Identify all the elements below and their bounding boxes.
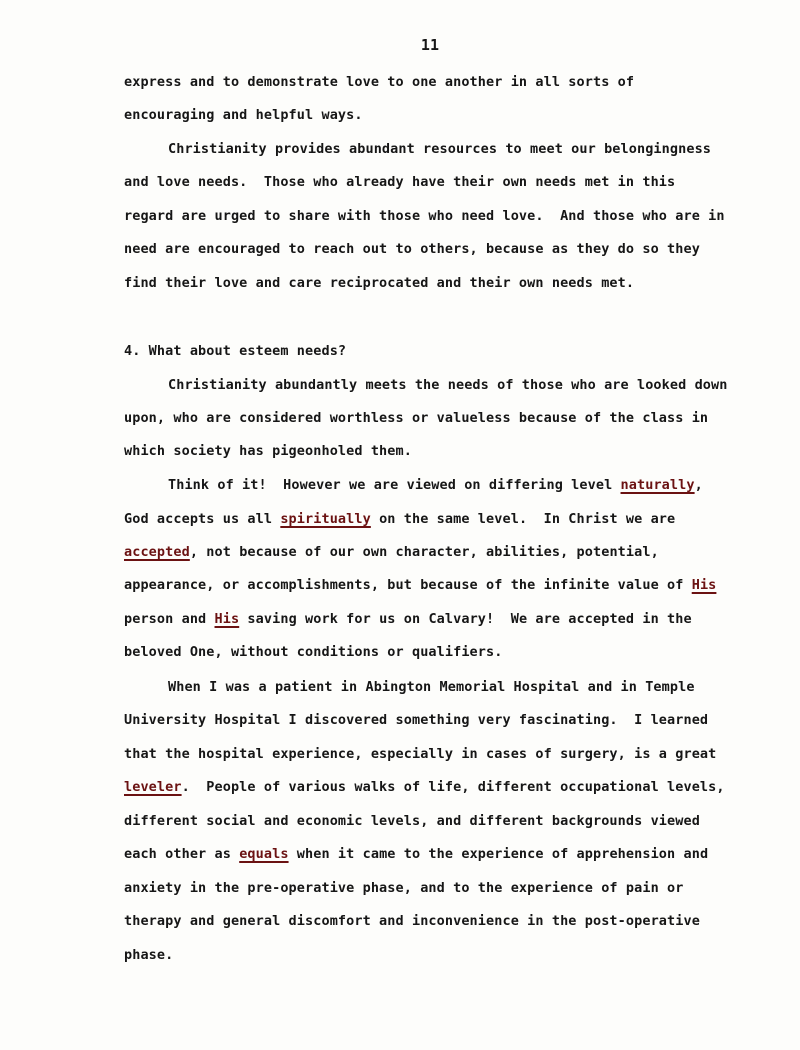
text-segment: phase.	[124, 947, 174, 963]
underlined-word: naturally	[620, 477, 695, 493]
text-line	[124, 575, 716, 595]
text-segment: anxiety in the pre-operative phase, and to the experience of pain or	[124, 880, 684, 896]
text-segment: University Hospital I discovered something very fascinating. I learned	[124, 712, 709, 728]
text-segment: different social and economic levels, and different backgrounds viewed	[124, 813, 700, 829]
text-line	[124, 911, 700, 931]
text-segment: Christianity abundantly meets the needs of those who are looked down	[168, 377, 728, 393]
text-segment: express and to demonstrate love to one another in all sorts of	[124, 74, 635, 90]
text-line	[124, 642, 502, 662]
text-line	[124, 441, 412, 461]
text-line	[124, 408, 708, 428]
text-line	[124, 609, 692, 629]
text-segment: Christianity provides abundant resources to meet our belongingness	[168, 141, 712, 157]
text-segment: encouraging and helpful ways.	[124, 107, 363, 123]
underlined-word: His	[691, 577, 717, 593]
text-segment: regard are urged to share with those who need love. And those who are in	[124, 208, 725, 224]
text-segment: find their love and care reciprocated and their own needs met.	[124, 275, 635, 291]
text-line	[124, 777, 725, 797]
text-line	[124, 811, 700, 831]
text-segment: need are encouraged to reach out to others, because as they do so they	[124, 241, 700, 257]
text-line	[168, 475, 703, 495]
text-line	[124, 105, 363, 125]
text-segment: person and	[124, 611, 215, 627]
page-number: 11	[420, 36, 440, 54]
text-segment: which society has pigeonholed them.	[124, 443, 412, 459]
text-segment: beloved One, without conditions or qualifiers.	[124, 644, 503, 660]
text-line	[168, 375, 727, 395]
text-segment: and love needs. Those who already have their own needs met in this	[124, 174, 676, 190]
text-line	[124, 72, 634, 92]
text-segment: . People of various walks of life, different occupational levels,	[181, 779, 725, 795]
text-line	[124, 744, 716, 764]
text-line	[124, 878, 683, 898]
underlined-word: His	[214, 611, 240, 627]
text-segment: ,	[694, 477, 703, 493]
text-line	[124, 844, 708, 864]
text-segment: that the hospital experience, especially in cases of surgery, is a great	[124, 746, 717, 762]
text-segment: saving work for us on Calvary! We are accepted in the	[239, 611, 692, 627]
text-line	[124, 341, 346, 361]
text-segment: appearance, or accomplishments, but because of the infinite value of	[124, 577, 692, 593]
text-line	[124, 172, 675, 192]
underlined-word: spiritually	[280, 511, 371, 527]
text-segment: when it came to the experience of apprehension and	[288, 846, 709, 862]
text-line	[168, 677, 695, 697]
text-line	[124, 710, 708, 730]
text-segment: therapy and general discomfort and inconvenience in the post-operative	[124, 913, 700, 929]
underlined-word: accepted	[124, 544, 190, 560]
underlined-word: leveler	[124, 779, 182, 795]
text-line	[124, 509, 675, 529]
text-segment: God accepts us all	[124, 511, 281, 527]
text-segment: each other as	[124, 846, 240, 862]
text-line	[124, 239, 700, 259]
text-segment: upon, who are considered worthless or valueless because of the class in	[124, 410, 709, 426]
text-segment: , not because of our own character, abilities, potential,	[189, 544, 659, 560]
text-segment: Think of it! However we are viewed on differing level	[168, 477, 621, 493]
text-line	[124, 273, 634, 293]
text-line	[124, 945, 173, 965]
text-line	[124, 542, 659, 562]
text-segment: When I was a patient in Abington Memorial Hospital and in Temple	[168, 679, 695, 695]
underlined-word: equals	[239, 846, 289, 862]
text-segment: on the same level. In Christ we are	[370, 511, 676, 527]
text-line	[124, 206, 725, 226]
text-line	[168, 139, 711, 159]
text-segment: 4. What about esteem needs?	[124, 343, 347, 359]
